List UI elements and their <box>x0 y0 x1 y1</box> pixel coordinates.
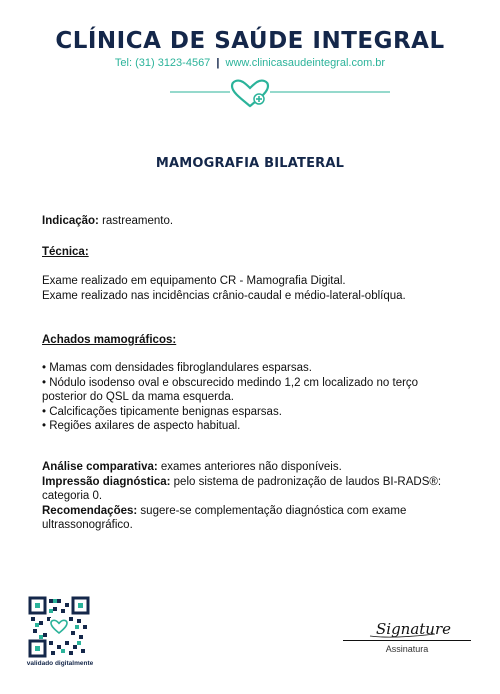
achados-label: Achados mamográficos: <box>42 334 177 346</box>
clinic-name: CLÍNICA DE SAÚDE INTEGRAL <box>55 28 445 54</box>
indicacao-label: Indicação: <box>42 215 99 227</box>
indicacao-row <box>42 214 462 229</box>
signature-label: Assinatura <box>385 644 429 654</box>
achados-list <box>42 361 462 434</box>
tecnica-label: Técnica: <box>42 246 89 258</box>
signature-image <box>340 604 475 644</box>
analise-label: Análise comparativa: <box>42 461 158 473</box>
tecnica-text <box>42 274 462 303</box>
achados-heading <box>42 333 462 348</box>
clinic-phone: Tel: (31) 3123-4567 <box>114 57 211 69</box>
list-item: • Calcificações tipicamente benignas esparsas. <box>42 405 282 418</box>
impressao-label: Impressão diagnóstica: <box>42 475 171 488</box>
contact-line <box>0 56 500 70</box>
report-title: MAMOGRAFIA BILATERAL <box>155 156 345 171</box>
indicacao-value: rastreamento. <box>98 215 174 227</box>
list-item: • Mamas com densidades fibroglandulares esparsas. <box>42 362 312 374</box>
recomendacoes-label: Recomendações: <box>42 504 138 517</box>
list-item: • Regiões axilares de aspecto habitual. <box>42 420 241 432</box>
clinic-website[interactable]: www.clinicasaudeintegral.com.br <box>225 57 386 69</box>
tecnica-line: Exame realizado em equipamento CR - Mamografia Digital. <box>42 275 346 287</box>
qr-caption: validado digitalmente <box>26 660 94 667</box>
conclusions <box>42 460 462 533</box>
contact-separator: | <box>216 57 220 69</box>
recomendacoes-value: sugere-se complementação diagnóstica com exame ultrassonográfico. <box>42 504 407 531</box>
letterhead <box>0 26 500 70</box>
tecnica-line: Exame realizado nas incidências crânio-caudal e médio-lateral-oblíqua. <box>42 289 406 302</box>
tecnica-heading <box>42 245 462 260</box>
heart-cross-icon <box>232 81 268 106</box>
recomendacoes-row <box>42 504 462 533</box>
list-item: • Nódulo isodenso oval e obscurecido medindo 1,2 cm localizado no terço posterior do QSL da mama esquerda. <box>42 376 419 403</box>
signature-line <box>343 640 471 641</box>
header-divider <box>0 78 500 108</box>
signature-script: Signature <box>376 620 452 638</box>
qr-code-icon[interactable] <box>28 596 90 658</box>
analise-row <box>42 460 462 475</box>
impressao-value: pelo sistema de padronização de laudos BI-RADS®: categoria 0. <box>42 475 442 502</box>
analise-value: exames anteriores não disponíveis. <box>157 461 342 473</box>
impressao-row <box>42 475 462 504</box>
